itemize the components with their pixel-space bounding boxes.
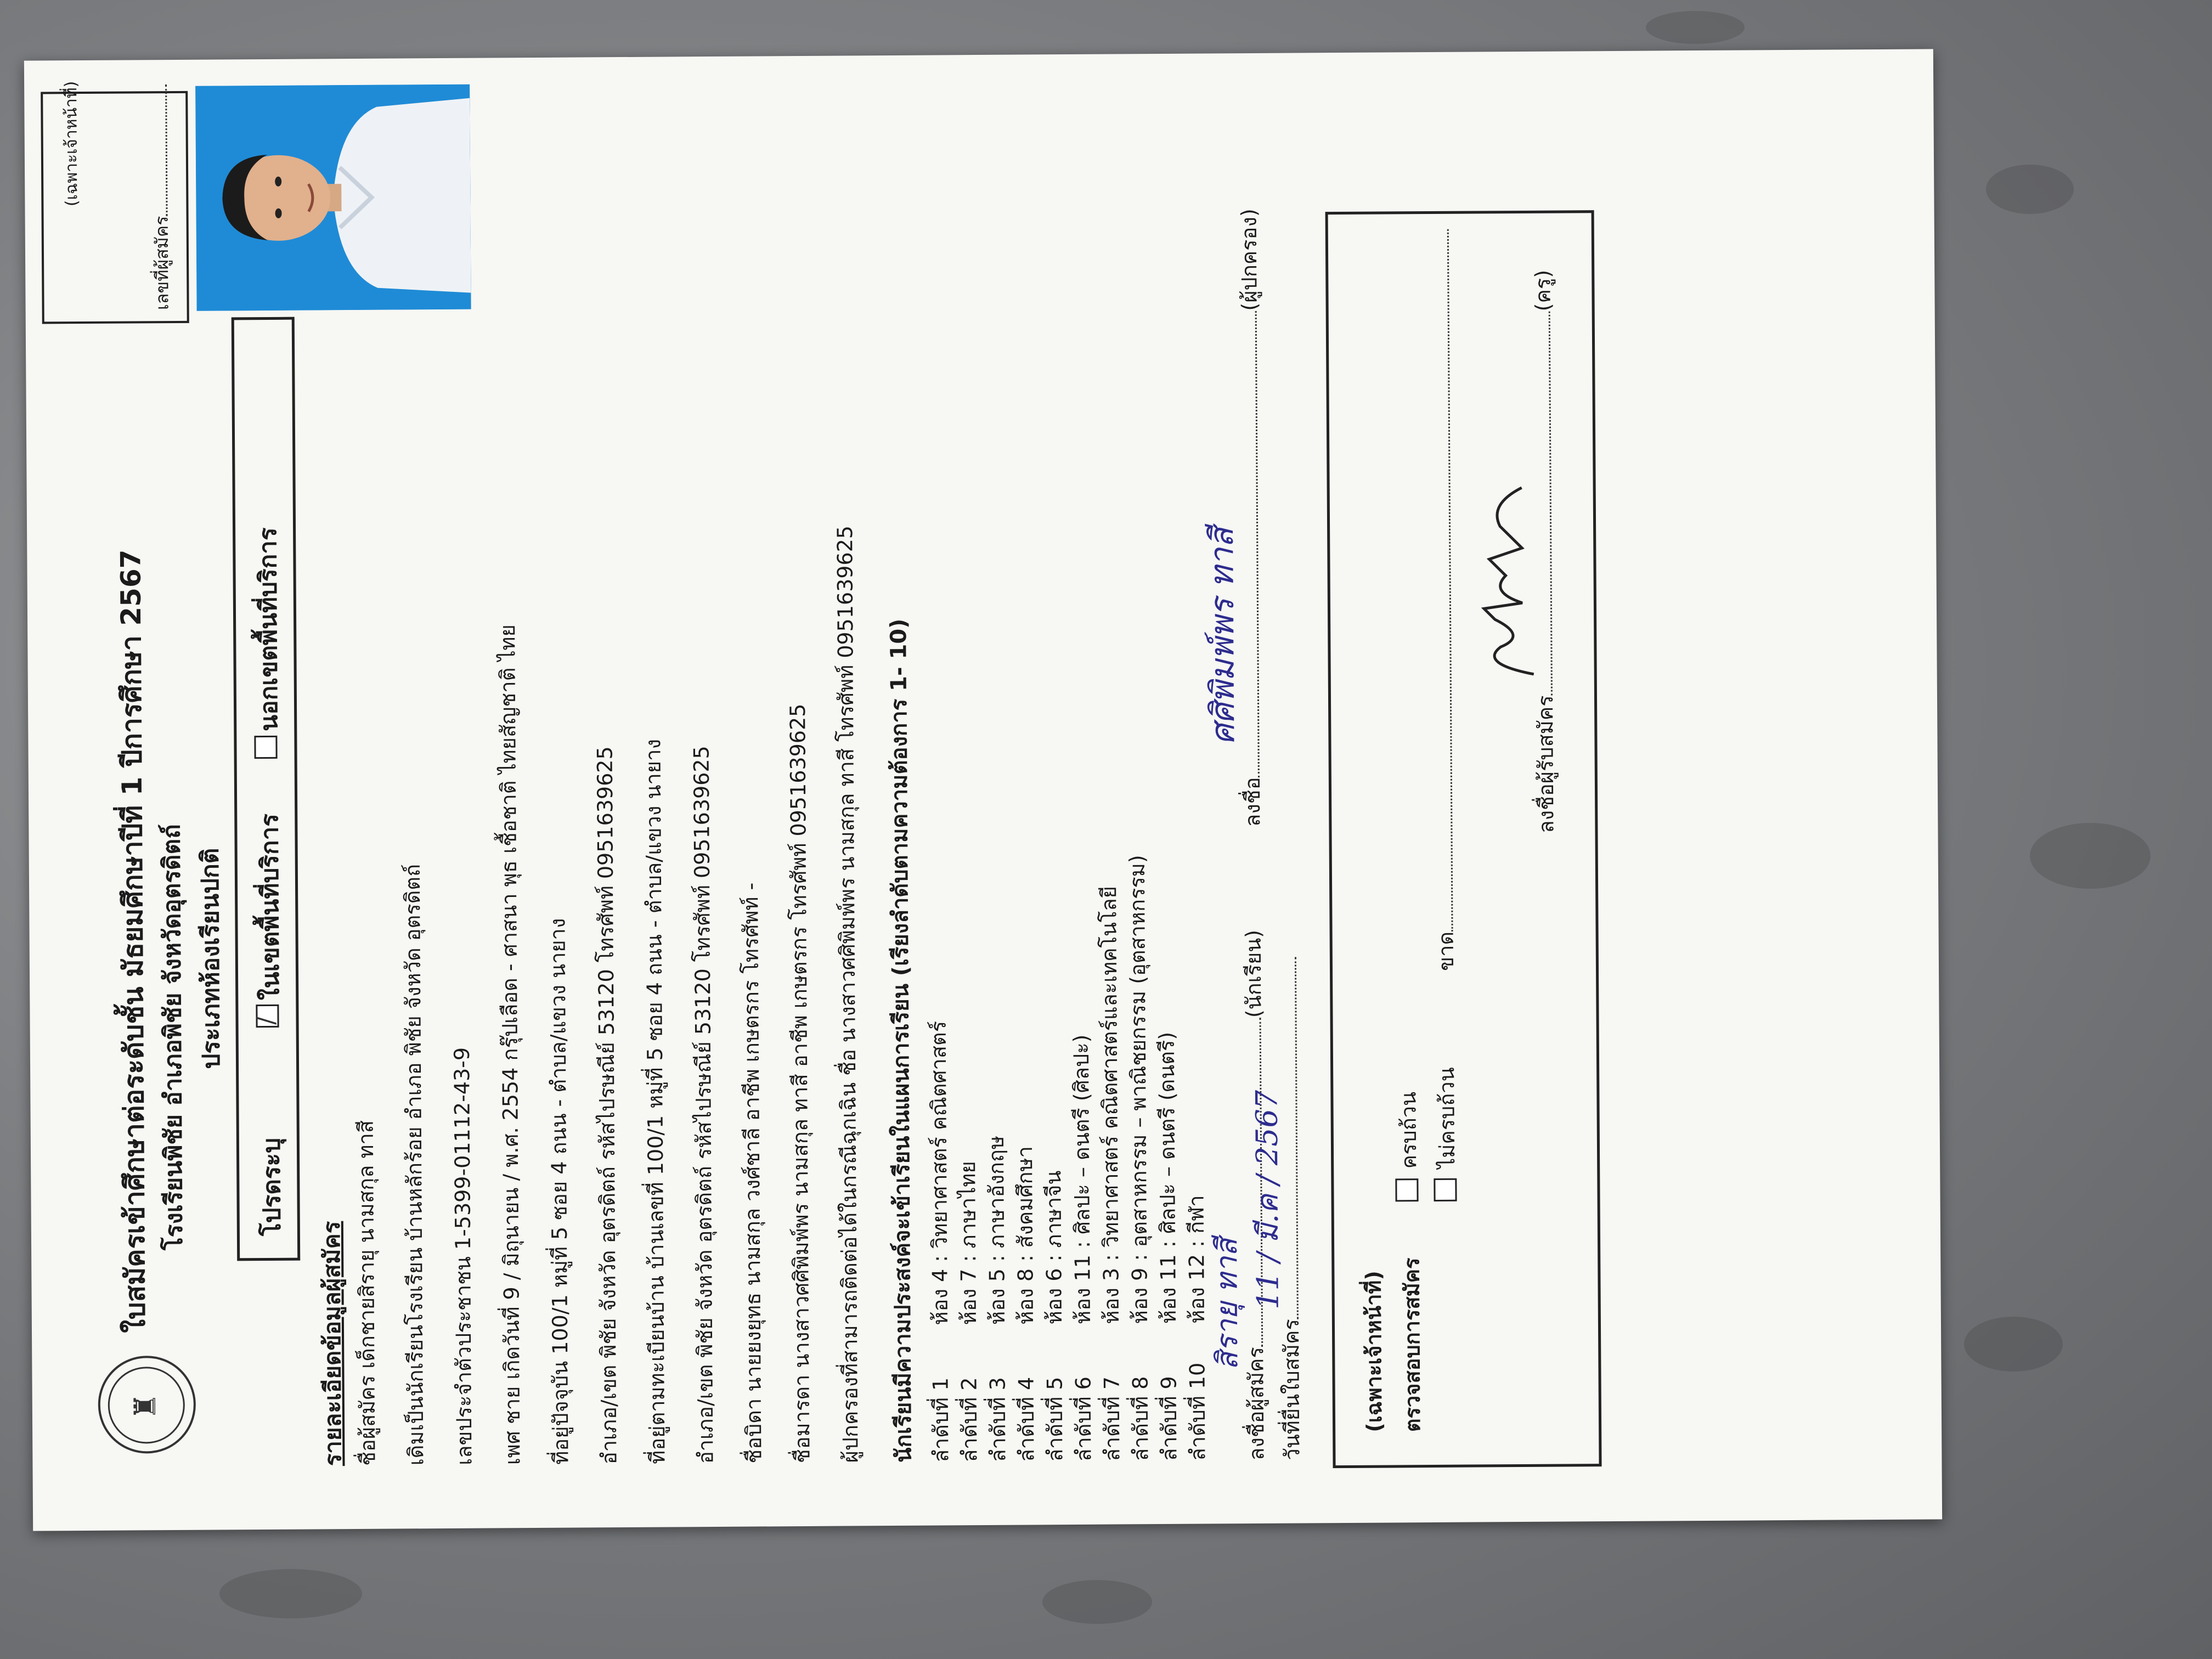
incomplete-label: ไม่ครบถ้วน <box>1435 1067 1460 1169</box>
choice-rank: ลำดับที่ 5 <box>1042 1376 1068 1462</box>
office-box-title: (เฉพาะเจ้าหน้าที่) <box>1361 1271 1387 1432</box>
area-prompt: โปรดระบุ <box>257 1137 286 1237</box>
class-type: ประเภทห้องเรียนปกติ <box>196 848 226 1069</box>
choice-plan: ห้อง 4 : วิทยาศาสตร์ คณิตศาสตร์ <box>926 1020 952 1325</box>
parent-signature-handwriting: ศศิพิมพ์พร ทาสี <box>1203 527 1243 745</box>
office-top-box <box>41 81 189 324</box>
parent-signature-row: ลงชื่อ(ผู้ปกครอง) <box>1237 208 1265 827</box>
choice-plan: ห้อง 5 : ภาษาอังกฤษ <box>984 1135 1009 1325</box>
office-check-label: ตรวจสอบการสมัคร <box>1400 1257 1425 1432</box>
incomplete-checkbox[interactable] <box>1434 1178 1457 1201</box>
office-use-box <box>1325 210 1602 1468</box>
floor-speck <box>2030 823 2151 889</box>
applicant-info-line: ชื่อมารดา นางสาวศศิพิมพ์พร นามสกุล ทาสี อาชีพ เกษตรกร โทรศัพท์ 0951639625 <box>786 703 815 1464</box>
applicant-info-line: เพศ ชาย เกิดวันที่ 9 / มิถุนายน / พ.ศ. 2554 กรุ๊ปเลือด - ศาสนา พุธ เชื้อชาติ ไทยสัญชาติ ไทย <box>495 624 525 1465</box>
floor-speck <box>1986 165 2074 214</box>
applicant-info-line: ที่อยู่ปัจจุบัน 100/1 หมู่ที่ 5 ซอย 4 ถนน - ตำบล/แขวง นายาง <box>545 918 573 1465</box>
applicant-info-line: เดิมเป็นนักเรียนโรงเรียน บ้านหลักร้อย อำเภอ พิชัย จังหวัด อุตรดิตถ์ <box>400 864 428 1466</box>
floor-speck <box>1964 1317 2063 1372</box>
applicant-info-line: ชื่อบิดา นายยงยุทธ นามสกุล วงศ์ชาลี อาชีพ เกษตรกร โทรศัพท์ - <box>738 882 766 1464</box>
area-in-label: ในเขตพื้นที่บริการ <box>256 813 285 1001</box>
form-title: ใบสมัครเข้าศึกษาต่อระดับชั้น มัธยมศึกษาปีที่ 1 ปีการศึกษา 2567 <box>115 549 152 1333</box>
choice-plan: ห้อง 3 : วิทยาศาสตร์ คณิตศาสตร์และเทคโนโลยี <box>1097 885 1124 1324</box>
submit-date-row: วันที่ยื่นใบสมัคร <box>1272 957 1309 1460</box>
choice-rank: ลำดับที่ 7 <box>1099 1376 1125 1462</box>
choice-plan: ห้อง 8 : สังคมศึกษา <box>1012 1146 1038 1325</box>
floor-speck <box>1646 11 1745 44</box>
applicant-info-line: ผู้ปกครองที่สามารถติดต่อได้ในกรณีฉุกเฉิน ชื่อ นางสาวศศิพิมพ์พร นามสกุล ทาสี โทรศัพท์ 0951639625 <box>833 525 863 1463</box>
applicant-info-line: ชื่อผู้สมัคร เด็กชายสิรายุ นามสกุล ทาสี <box>353 1120 380 1466</box>
floor-speck <box>1042 1580 1152 1624</box>
applicant-signature-handwriting: สิรายุ ทาสี <box>1209 1238 1245 1370</box>
choice-plan: ห้อง 11 : ศิลปะ – ดนตรี (ศิลปะ) <box>1069 1034 1095 1325</box>
choice-rank: ลำดับที่ 8 <box>1128 1376 1153 1462</box>
choice-plan: ห้อง 9 : อุตสาหกรรม – พาณิชยกรรม (อุตสาหกรรม) <box>1125 855 1152 1324</box>
choice-rank: ลำดับที่ 3 <box>985 1376 1011 1462</box>
emblem-core-icon: ♜ <box>127 1392 162 1420</box>
plan-choices-title: นักเรียนมีความประสงค์จะเข้าเรียนในแผนการเรียน (เรียงลำดับตามความต้องการ 1- 10) <box>886 618 917 1463</box>
missing-row: ขาด <box>1425 229 1463 971</box>
application-form <box>24 60 1920 1520</box>
floor-speck <box>219 1569 362 1618</box>
applicant-info-line: เลขประจำตัวประชาชน 1-5399-01112-43-9 <box>449 1047 477 1465</box>
choice-rank: ลำดับที่ 6 <box>1071 1376 1096 1462</box>
choice-plan: ห้อง 11 : ศิลปะ – ดนตรี (ดนตรี) <box>1154 1031 1181 1324</box>
applicant-info-line: อำเภอ/เขต พิชัย จังหวัด อุตรดิตถ์ รหัสไปรษณีย์ 53120 โทรศัพท์ 0951639625 <box>592 746 622 1465</box>
school-emblem-icon <box>98 1356 196 1454</box>
applicant-info-title: รายละเอียดข้อมูลผู้สมัคร <box>318 1221 347 1466</box>
applicant-number-label: เลขที่ผู้สมัคร <box>147 84 177 310</box>
choice-rank: ลำดับที่ 2 <box>957 1377 982 1463</box>
applicant-photo <box>195 84 471 311</box>
area-selector <box>232 317 301 1261</box>
checkmark-icon: / <box>252 1017 280 1025</box>
choice-plan: ห้อง 7 : ภาษาไทย <box>956 1161 981 1325</box>
area-out-label: นอกเขตพื้นที่บริการ <box>254 527 284 732</box>
choice-plan: ห้อง 6 : ภาษาจีน <box>1041 1170 1066 1325</box>
complete-label: ครบถ้วน <box>1396 1091 1421 1169</box>
applicant-info-line: อำเภอ/เขต พิชัย จังหวัด อุตรดิตถ์ รหัสไปรษณีย์ 53120 โทรศัพท์ 0951639625 <box>689 746 718 1464</box>
applicant-signature-row: ลงชื่อผู้สมัคร(นักเรียน) <box>1241 929 1269 1461</box>
complete-checkbox[interactable] <box>1395 1178 1418 1201</box>
receiver-signature-scribble <box>1466 455 1545 686</box>
receiver-signature-row: ลงชื่อผู้รับสมัคร(ครู) <box>1531 269 1559 833</box>
area-out-checkbox[interactable] <box>254 736 277 759</box>
choice-rank: ลำดับที่ 10 <box>1185 1362 1210 1461</box>
choice-rank: ลำดับที่ 4 <box>1014 1376 1039 1462</box>
choice-rank: ลำดับที่ 1 <box>928 1377 953 1463</box>
paper-sheet <box>24 49 1942 1531</box>
choice-plan: ห้อง 12 : กีฬา <box>1184 1195 1209 1324</box>
office-only-label: (เฉพาะเจ้าหน้าที่) <box>61 81 82 207</box>
choice-rank: ลำดับที่ 9 <box>1156 1376 1182 1462</box>
applicant-info-line: ที่อยู่ตามทะเบียนบ้าน บ้านเลขที่ 100/1 หมู่ที่ 5 ซอย 4 ถนน - ตำบล/แขวง นายาง <box>641 738 670 1464</box>
area-in-checkbox[interactable] <box>252 1005 280 1028</box>
submit-date-handwriting: 11 / มี.ค / 2567 <box>1249 1090 1285 1310</box>
school-line: โรงเรียนพิชัย อำเภอพิชัย จังหวัดอุตรดิตถ์ <box>157 824 189 1251</box>
